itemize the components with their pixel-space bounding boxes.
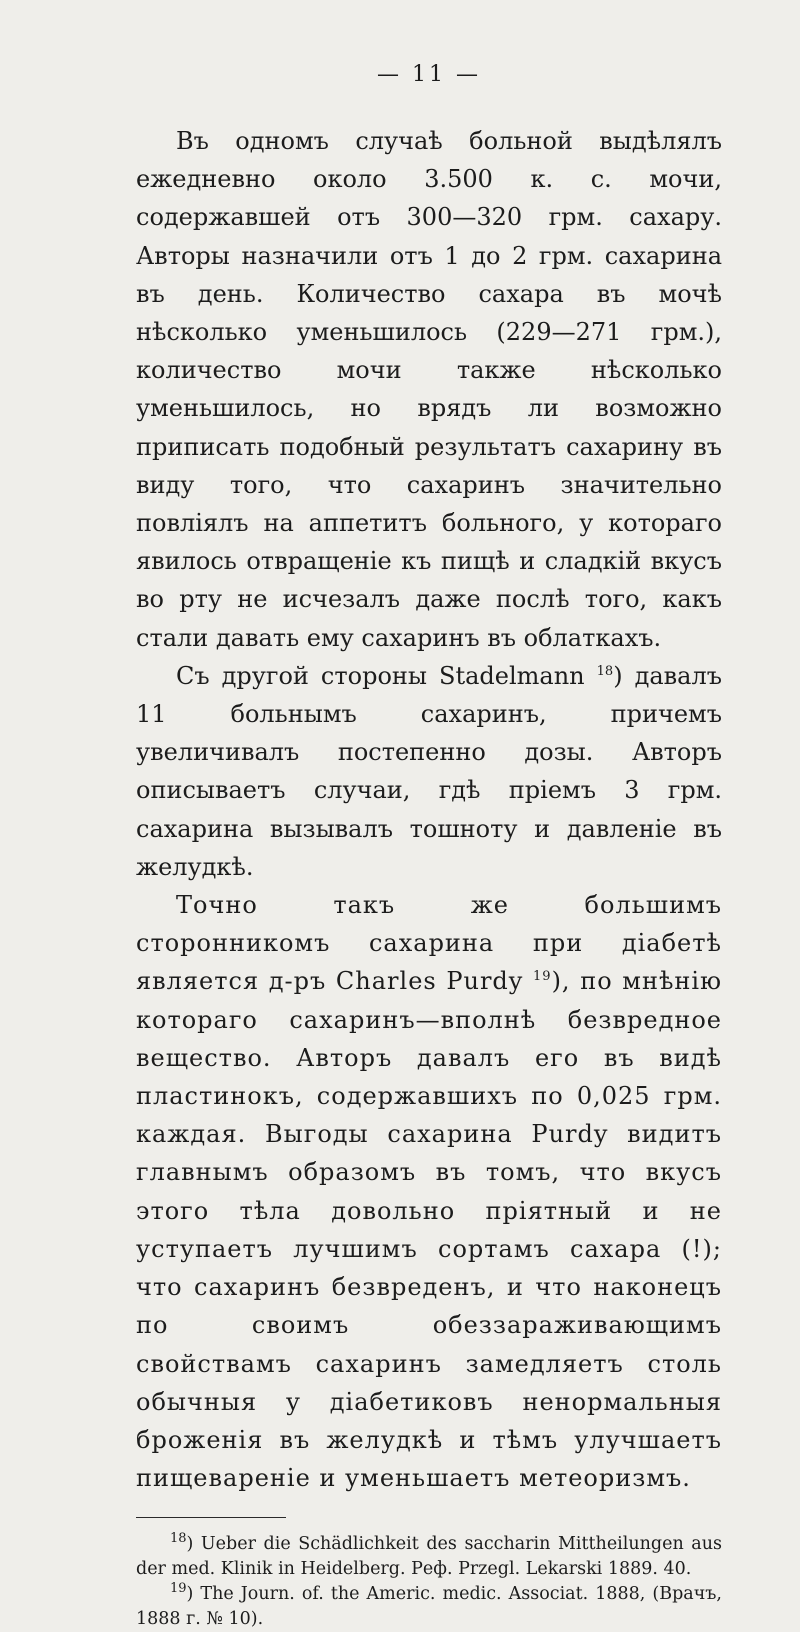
paragraph-2 (136, 657, 722, 886)
paragraph-3 (136, 886, 722, 1497)
footnote-ref-18: 18 (596, 663, 614, 679)
footnote-marker-18: 18 (170, 1531, 187, 1547)
paragraph-3-text-start: Точно такъ же большимъ сторонникомъ сахарина при діабетѣ является д-ръ Charles Purdy (136, 891, 722, 996)
footnote-19 (136, 1582, 722, 1632)
paragraph-3-text-end: ), по мнѣнію котораго сахаринъ—вполнѣ безвредное вещество. Авторъ давалъ его въ видѣ пластинокъ, содержавшихъ по 0,025 грм. каждая. Выгоды сахарина Purdy видитъ главнымъ образомъ въ томъ, что вкусъ этого тѣла довольно пріятный и не уступаетъ лучшимъ сортамъ сахара (!); что сахаринъ безвреденъ, и что наконецъ по своимъ обеззараживающимъ свойствамъ сахаринъ замедляетъ столь обычныя у діабетиковъ ненормальныя броженія въ желудкѣ и тѣмъ улучшаетъ пищевареніе и уменьшаетъ метеоризмъ. (136, 967, 722, 1493)
footnote-divider (136, 1517, 286, 1518)
paragraph-1: Въ одномъ случаѣ больной выдѣлялъ ежедневно около 3.500 к. с. мочи, содержавшей отъ 300—320 грм. сахару. Авторы назначили отъ 1 до 2 грм. сахарина въ день. Количество сахара въ мочѣ нѣсколько уменьшилось (229—271 грм.), количество мочи также нѣсколько уменьшилось, но врядъ ли возможно приписать подобный результатъ сахарину въ виду того, что сахаринъ значительно повліялъ на аппетитъ больного, у котораго явилось отвращеніе къ пищѣ и сладкій вкусъ во рту не исчезалъ даже послѣ того, какъ стали давать ему сахаринъ въ облаткахъ. (136, 127, 722, 652)
footnote-19-text: ) The Journ. of. the Americ. medic. Associat. 1888, (Врачъ, 1888 г. № 10). (136, 1584, 722, 1630)
page-number: — 11 — (377, 62, 481, 87)
footnote-18 (136, 1532, 722, 1582)
footnote-18-text: ) Ueber die Schädlichkeit des saccharin Mittheilungen aus der med. Klinik in Heidelberg. Реф. Przegl. Lekarski 1889. 40. (136, 1534, 722, 1580)
paragraph-2-text-start: Съ другой стороны Stadelmann (176, 661, 597, 690)
paragraph-2-text-end: ) давалъ 11 больнымъ сахаринъ, причемъ увеличивалъ постепенно дозы. Авторъ описываетъ случаи, гдѣ пріемъ 3 грм. сахарина вызывалъ тошноту и давленіе въ желудкѣ. (136, 661, 722, 881)
footnote-marker-19: 19 (170, 1581, 187, 1597)
footnote-ref-19: 19 (533, 969, 552, 985)
